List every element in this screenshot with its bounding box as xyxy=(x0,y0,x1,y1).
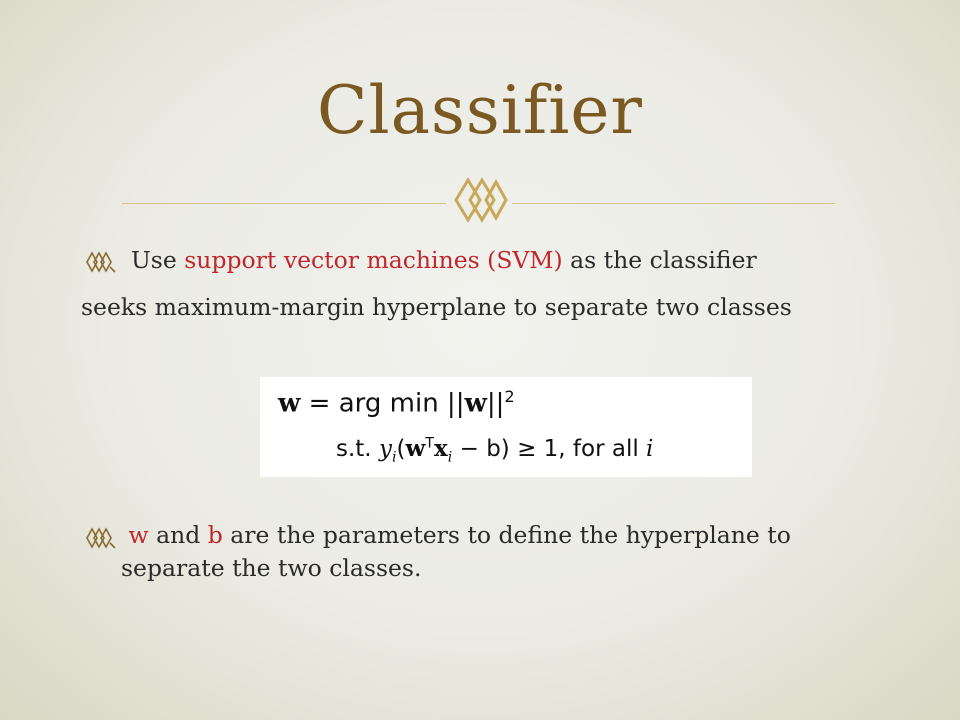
quad-diamond-bullet-icon xyxy=(86,251,116,273)
param-w: w xyxy=(128,521,149,549)
formula-x-index: i xyxy=(447,449,453,466)
diamond-ornament-icon xyxy=(450,172,510,228)
bullet-parameters xyxy=(121,519,901,585)
formula-rest: − b) ≥ 1, for all xyxy=(452,436,647,462)
param-rest: are the parameters to define the hyperplane to separate the two classes. xyxy=(121,521,791,582)
param-b: b xyxy=(207,521,223,549)
margin-description: seeks maximum-margin hyperplane to separate two classes xyxy=(81,293,792,321)
formula-transpose: T xyxy=(425,435,435,452)
title-divider-left xyxy=(122,203,446,204)
bullet-svm-pre: Use xyxy=(131,246,185,274)
quad-diamond-bullet-icon xyxy=(86,527,116,549)
slide-title: Classifier xyxy=(317,72,643,149)
formula-objective xyxy=(278,387,515,419)
formula-norm-w: w xyxy=(464,388,487,419)
bullet-svm-highlight: support vector machines (SVM) xyxy=(184,246,563,274)
formula-for-all-i: i xyxy=(646,436,654,462)
param-and: and xyxy=(148,521,208,549)
formula-power: 2 xyxy=(504,387,515,406)
formula-norm-close: || xyxy=(486,388,505,419)
svm-formula xyxy=(260,377,752,477)
formula-x: x xyxy=(434,435,448,462)
bullet-svm-post: as the classifier xyxy=(562,246,757,274)
formula-y: y xyxy=(378,436,392,462)
formula-w: w xyxy=(278,388,301,419)
bullet-svm xyxy=(131,244,757,277)
formula-open-paren: ( xyxy=(396,436,406,462)
formula-argmin: = arg min || xyxy=(300,388,465,419)
formula-st: s.t. xyxy=(336,436,379,462)
formula-y-index: i xyxy=(391,449,397,466)
formula-constraint xyxy=(336,435,653,466)
title-divider-right xyxy=(512,203,835,204)
formula-w2: w xyxy=(405,435,426,462)
